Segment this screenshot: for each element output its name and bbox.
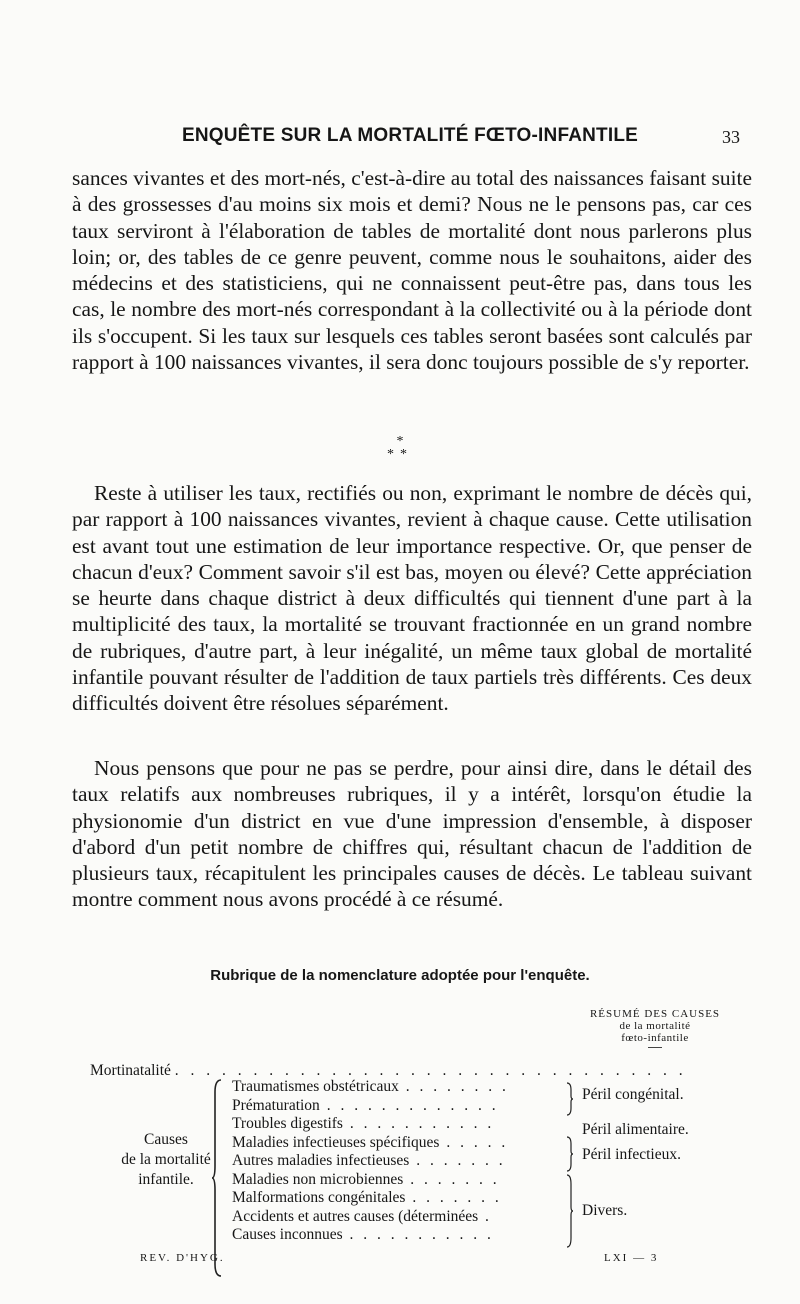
- mortinatalite-label: Mortinatalité: [90, 1062, 171, 1079]
- causes-line-1: Causes: [144, 1131, 188, 1148]
- rubric-item: Causes inconnues . . . . . . . . . . .: [232, 1226, 494, 1243]
- footer-journal: REV. D'HYG.: [140, 1252, 225, 1264]
- resume-item-divers: Divers.: [582, 1202, 628, 1219]
- table-caption: Rubrique de la nomenclature adoptée pour l'enquête.: [210, 967, 590, 984]
- right-brace: [566, 1136, 574, 1172]
- left-brace: [212, 1078, 222, 1278]
- right-brace: [566, 1174, 574, 1248]
- rubric-item: Maladies non microbiennes . . . . . . .: [232, 1170, 500, 1188]
- footer-signature: LXI — 3: [604, 1252, 659, 1264]
- paragraph-3: Nous pensons que pour ne pas se perdre, pour ainsi dire, dans le détail des taux relatifs aux nombreuses rubriques, il y a intérêt, lorsqu'on étudie la physionomie d'un district en vue d'une impression d'ensemble, à disposer d'abord d'un petit nombre de chiffres qui, résultant chacun de l'addition de plusieurs taux, récapitulent les principales causes de décès. Le tableau suivant montre comment nous avons procédé à ce résumé.: [72, 756, 752, 912]
- rubric-item: Traumatismes obstétricaux . . . . . . . .: [232, 1078, 509, 1095]
- dot-leader: . . . . . . . . . . . . . . . . . . . . . . . . . . . . . . . . .: [174, 1062, 687, 1079]
- rubric-list: [232, 1078, 572, 1245]
- resume-item-alimentaire: Péril alimentaire.: [582, 1121, 689, 1138]
- section-separator: * **: [387, 434, 413, 462]
- running-title: ENQUÊTE SUR LA MORTALITÉ FŒTO-INFANTILE: [181, 125, 639, 146]
- right-brace: [566, 1082, 574, 1116]
- rubric-item: Prématuration . . . . . . . . . . . . .: [232, 1096, 499, 1114]
- page-header: [0, 125, 800, 155]
- rubric-item: Accidents et autres causes (déterminées .: [232, 1207, 492, 1225]
- header-dash: [648, 1047, 662, 1048]
- resume-header-line-3: fœto-infantile: [621, 1032, 689, 1044]
- resume-header-line-1: RÉSUMÉ DES CAUSES: [589, 1008, 721, 1020]
- paragraph-1: sances vivantes et des mort-nés, c'est-à-dire au total des naissances faisant suite à des grossesses d'au moins six mois et demi? Nous ne le pensons pas, car ces taux serviront à l'élaboration de tables de mortalité dont nous parlerons plus loin; or, des tables de ce genre peuvent, comme nous le souhaitons, aider des médecins et des statisticiens, qui ne connaissent peut-être pas, dans tous les cas, le nombre des mort-nés correspondant à la collectivité ou à la période dont ils s'occupent. Si les taux sur lesquels ces tables seront basées sont calculés par rapport à 100 naissances vivantes, il sera donc toujours possible de s'y reporter.: [72, 166, 752, 375]
- causes-line-3: infantile.: [138, 1171, 194, 1188]
- rubric-item: Autres maladies infectieuses . . . . . . .: [232, 1152, 506, 1169]
- causes-label: [110, 1130, 222, 1190]
- resume-header-line-2: de la mortalité: [619, 1020, 691, 1032]
- rubric-item: Troubles digestifs . . . . . . . . . . .: [232, 1115, 495, 1132]
- page-number: 33: [722, 127, 740, 147]
- causes-line-2: de la mortalité: [121, 1151, 211, 1168]
- rubric-item: Maladies infectieuses spécifiques . . . . .: [232, 1133, 509, 1151]
- rubric-item: Malformations congénitales . . . . . . .: [232, 1189, 502, 1206]
- paragraph-2: Reste à utiliser les taux, rectifiés ou non, exprimant le nombre de décès qui, par rapport à 100 naissances vivantes, revient à chaque cause. Cette utilisation est avant tout une estimation de leur importance respective. Or, que penser de chacun d'eux? Comment savoir s'il est bas, moyen ou élevé? Cette appréciation se heurte dans chaque district à deux difficultés qui tiennent d'une part à la multiplicité des taux, la mortalité se trouvant fractionnée en un grand nombre de rubriques, d'autre part, à leur inégalité, un même taux global de mortalité infantile pouvant résulter de l'addition de taux partiels très différents. Ces deux difficultés doivent être résolues séparément.: [72, 481, 752, 716]
- resume-item-infectieux: Péril infectieux.: [582, 1146, 681, 1163]
- resume-column-header: [570, 1008, 740, 1048]
- resume-item-congenital: Péril congénital.: [582, 1086, 684, 1103]
